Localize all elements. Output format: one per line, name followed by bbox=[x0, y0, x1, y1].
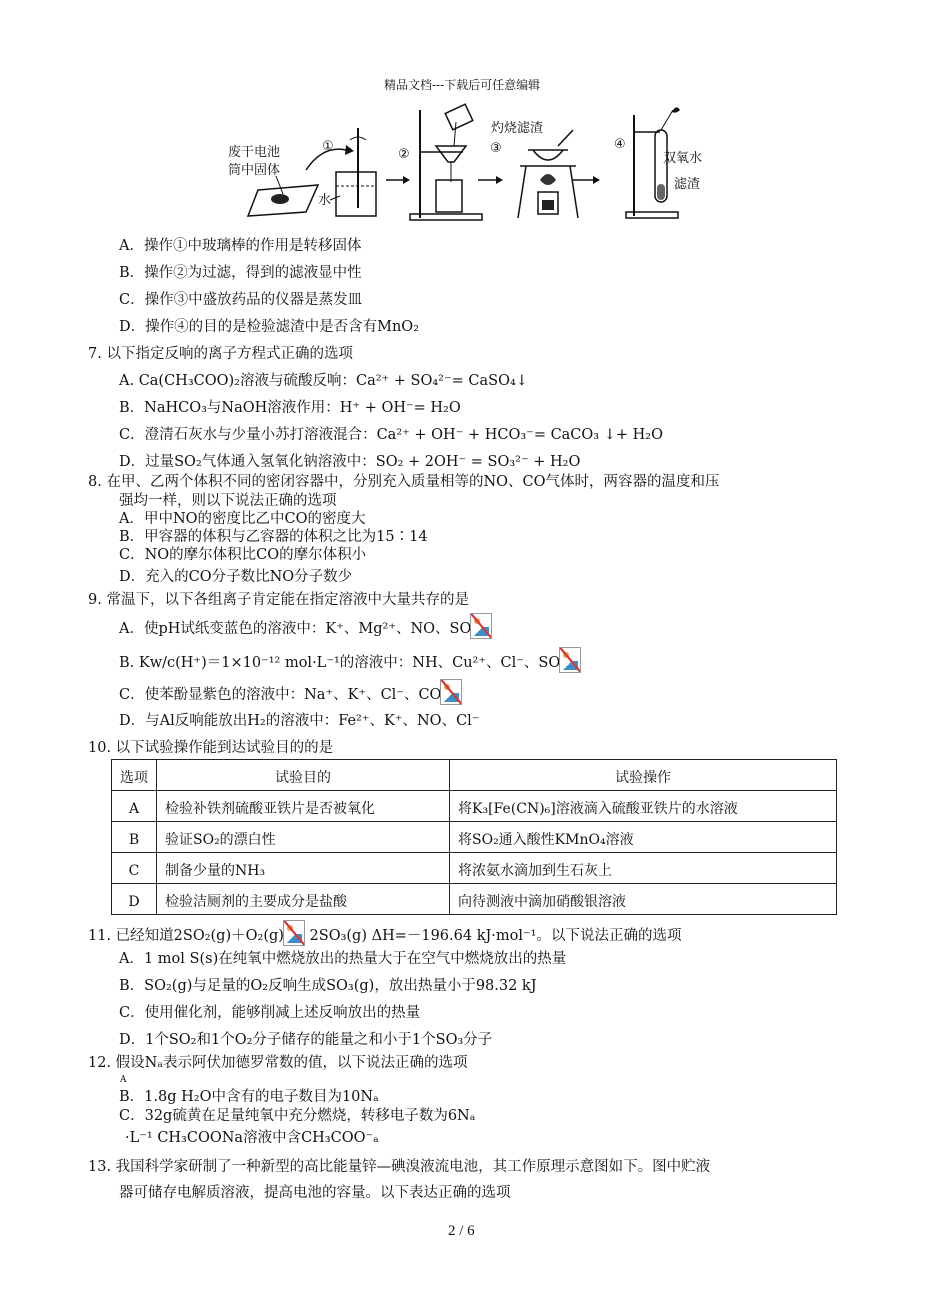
q8-stem-line1: 8. 在甲、乙两个体积不同的密闭容器中，分别充入质量相等的NO、CO气体时，两容器的温度和压 bbox=[88, 474, 720, 490]
q6-option-d: D．操作④的目的是检验滤渣中是否含有MnO₂ bbox=[119, 319, 420, 335]
table-header-cell: 试验目的 bbox=[275, 770, 331, 786]
q7-option-d: D．过量SO₂气体通入氢氧化钠溶液中：SO₂ + 2OH⁻ = SO₃²⁻ + H₂O bbox=[119, 454, 581, 470]
q11-option-b: B．SO₂(g)与足量的O₂反响生成SO₃(g)，放出热量小于98.32 kJ bbox=[119, 978, 537, 994]
table-cell: 制备少量的NH₃ bbox=[165, 863, 266, 879]
q11-option-c: C．使用催化剂，能够削减上述反响放出的热量 bbox=[119, 1005, 421, 1021]
step3-label: ③ bbox=[490, 141, 502, 156]
q10-table bbox=[111, 759, 837, 915]
q12-option-b: B．1.8g H₂O中含有的电子数目为10Nₐ bbox=[119, 1089, 379, 1105]
q8-stem-line2: 强均一样，则以下说法正确的选项 bbox=[119, 493, 337, 509]
q11-option-d: D．1个SO₂和1个O₂分子储存的能量之和小于1个SO₃分子 bbox=[119, 1032, 493, 1048]
step1-arrow bbox=[306, 139, 354, 170]
table-cell: 向待测液中滴加硝酸银溶液 bbox=[458, 894, 626, 910]
table-row bbox=[112, 853, 837, 884]
table-cell: 将SO₂通入酸性KMnO₄溶液 bbox=[458, 832, 634, 848]
table-cell: 检验洁厕剂的主要成分是盐酸 bbox=[165, 894, 347, 910]
q11-option-a: A．1 mol S(s)在纯氧中燃烧放出的热量大于在空气中燃烧放出的热量 bbox=[119, 951, 567, 967]
table-row bbox=[112, 822, 837, 853]
q12-option-c: C．32g硫黄在足量纯氧中充分燃烧，转移电子数为6Nₐ bbox=[119, 1108, 476, 1124]
table-header-cell: 选项 bbox=[120, 770, 148, 786]
q8-option-a: A．甲中NO的密度比乙中CO的密度大 bbox=[119, 511, 366, 527]
broken-image-icon bbox=[559, 647, 581, 673]
table-header-row bbox=[112, 760, 837, 791]
table-cell: C bbox=[128, 863, 140, 879]
q11-stem bbox=[88, 920, 682, 946]
broken-image-icon bbox=[440, 679, 462, 705]
q11-stem-a: 11. 已经知道2SO₂(g)＋O₂(g) bbox=[88, 928, 284, 944]
q9-option-c bbox=[119, 679, 462, 705]
filtration-stand-illustration bbox=[410, 104, 482, 220]
q9-option-b bbox=[119, 647, 581, 673]
table-row bbox=[112, 791, 837, 822]
broken-image-icon bbox=[470, 613, 492, 639]
table-cell: B bbox=[128, 832, 140, 848]
q6-option-b: B．操作②为过滤，得到的滤液显中性 bbox=[119, 265, 362, 281]
fig-label-solid: 筒中固体 bbox=[228, 163, 281, 178]
q8-option-d: D．充入的CO分子数比NO分子数少 bbox=[119, 569, 353, 585]
q7-option-a: A. Ca(CH₃COO)₂溶液与硫酸反响：Ca²⁺ + SO₄²⁻= CaSO₄↓ bbox=[119, 373, 528, 389]
q7-option-b: B．NaHCO₃与NaOH溶液作用：H⁺ + OH⁻= H₂O bbox=[119, 400, 461, 416]
fig-label-h2o2: 双氧水 bbox=[663, 151, 703, 166]
q9-stem: 9. 常温下，以下各组离子肯定能在指定溶液中大量共存的是 bbox=[88, 592, 469, 608]
table-cell: A bbox=[128, 801, 140, 817]
q9-option-d: D．与Al反响能放出H₂的溶液中：Fe²⁺、K⁺、NO、Cl⁻ bbox=[119, 713, 480, 729]
table-cell: 检验补铁剂硫酸亚铁片是否被氧化 bbox=[165, 801, 375, 817]
fig-label-burn: 灼烧滤渣 bbox=[491, 121, 544, 136]
q12-fragment-d: ·L⁻¹ CH₃COONa溶液中含CH₃COO⁻ₐ bbox=[125, 1130, 379, 1146]
page-number: 2 / 6 bbox=[448, 1223, 475, 1239]
step1-label: ① bbox=[322, 139, 334, 154]
q8-option-b: B．甲容器的体积与乙容器的体积之比为15∶14 bbox=[119, 529, 428, 545]
table-cell: 将浓氨水滴加到生石灰上 bbox=[458, 863, 612, 879]
q9-option-c-text: C．使苯酚显紫色的溶液中：Na⁺、K⁺、Cl⁻、CO bbox=[119, 687, 442, 703]
table-cell: 将K₃[Fe(CN)₆]溶液滴入硫酸亚铁片的水溶液 bbox=[458, 801, 738, 817]
q11-stem-b: 2SO₃(g) ΔH=－196.64 kJ·mol⁻¹。以下说法正确的选项 bbox=[309, 928, 682, 944]
q6-option-c: C．操作③中盛放药品的仪器是蒸发皿 bbox=[119, 292, 363, 308]
broken-image-icon bbox=[283, 920, 305, 946]
page-header: 精品文档---下载后可任意编辑 bbox=[384, 78, 541, 92]
step2-label: ② bbox=[398, 147, 410, 162]
fig-label-residue: 滤渣 bbox=[674, 177, 701, 192]
step4-label: ④ bbox=[614, 137, 626, 152]
q13-line1: 13. 我国科学家研制了一种新型的高比能量锌—碘溴液流电池，其工作原理示意图如下。图中贮液 bbox=[88, 1159, 711, 1175]
q9-option-a-text: A．使pH试纸变蓝色的溶液中：K⁺、Mg²⁺、NO、SO bbox=[119, 621, 472, 637]
table-cell: 验证SO₂的漂白性 bbox=[165, 832, 276, 848]
table-cell: D bbox=[128, 894, 140, 910]
q8-option-c: C．NO的摩尔体积比CO的摩尔体积小 bbox=[119, 547, 367, 563]
test-tube-stand-illustration bbox=[626, 107, 702, 218]
q9-option-a bbox=[119, 613, 492, 639]
q9-option-b-text: B. Kw/c(H⁺)＝1×10⁻¹² mol·L⁻¹的溶液中：NH、Cu²⁺、Cl⁻、SO bbox=[119, 655, 561, 671]
q6-option-a: A．操作①中玻璃棒的作用是转移固体 bbox=[119, 238, 362, 254]
table-row bbox=[112, 884, 837, 915]
battery-solid-illustration bbox=[228, 144, 318, 216]
experiment-figure bbox=[228, 100, 703, 225]
fig-label-battery: 废干电池 bbox=[228, 145, 281, 160]
q13-line2: 器可储存电解质溶液，提高电池的容量。以下表达正确的选项 bbox=[119, 1185, 511, 1201]
table-header-cell: 试验操作 bbox=[615, 770, 671, 786]
q7-option-c: C．澄清石灰水与少量小苏打溶液混合：Ca²⁺ + OH⁻ + HCO₃⁻= CaCO₃ ↓+ H₂O bbox=[119, 427, 663, 443]
fig-label-water: 水 bbox=[318, 193, 332, 208]
crucible-burner-illustration bbox=[491, 120, 578, 218]
q12-stem: 12. 假设Nₐ表示阿伏加德罗常数的值，以下说法正确的选项 bbox=[88, 1055, 468, 1071]
q12-fragment-a: A bbox=[120, 1075, 127, 1085]
q10-stem: 10. 以下试验操作能到达试验目的的是 bbox=[88, 740, 334, 756]
q7-stem: 7. 以下指定反响的离子方程式正确的选项 bbox=[88, 346, 353, 362]
